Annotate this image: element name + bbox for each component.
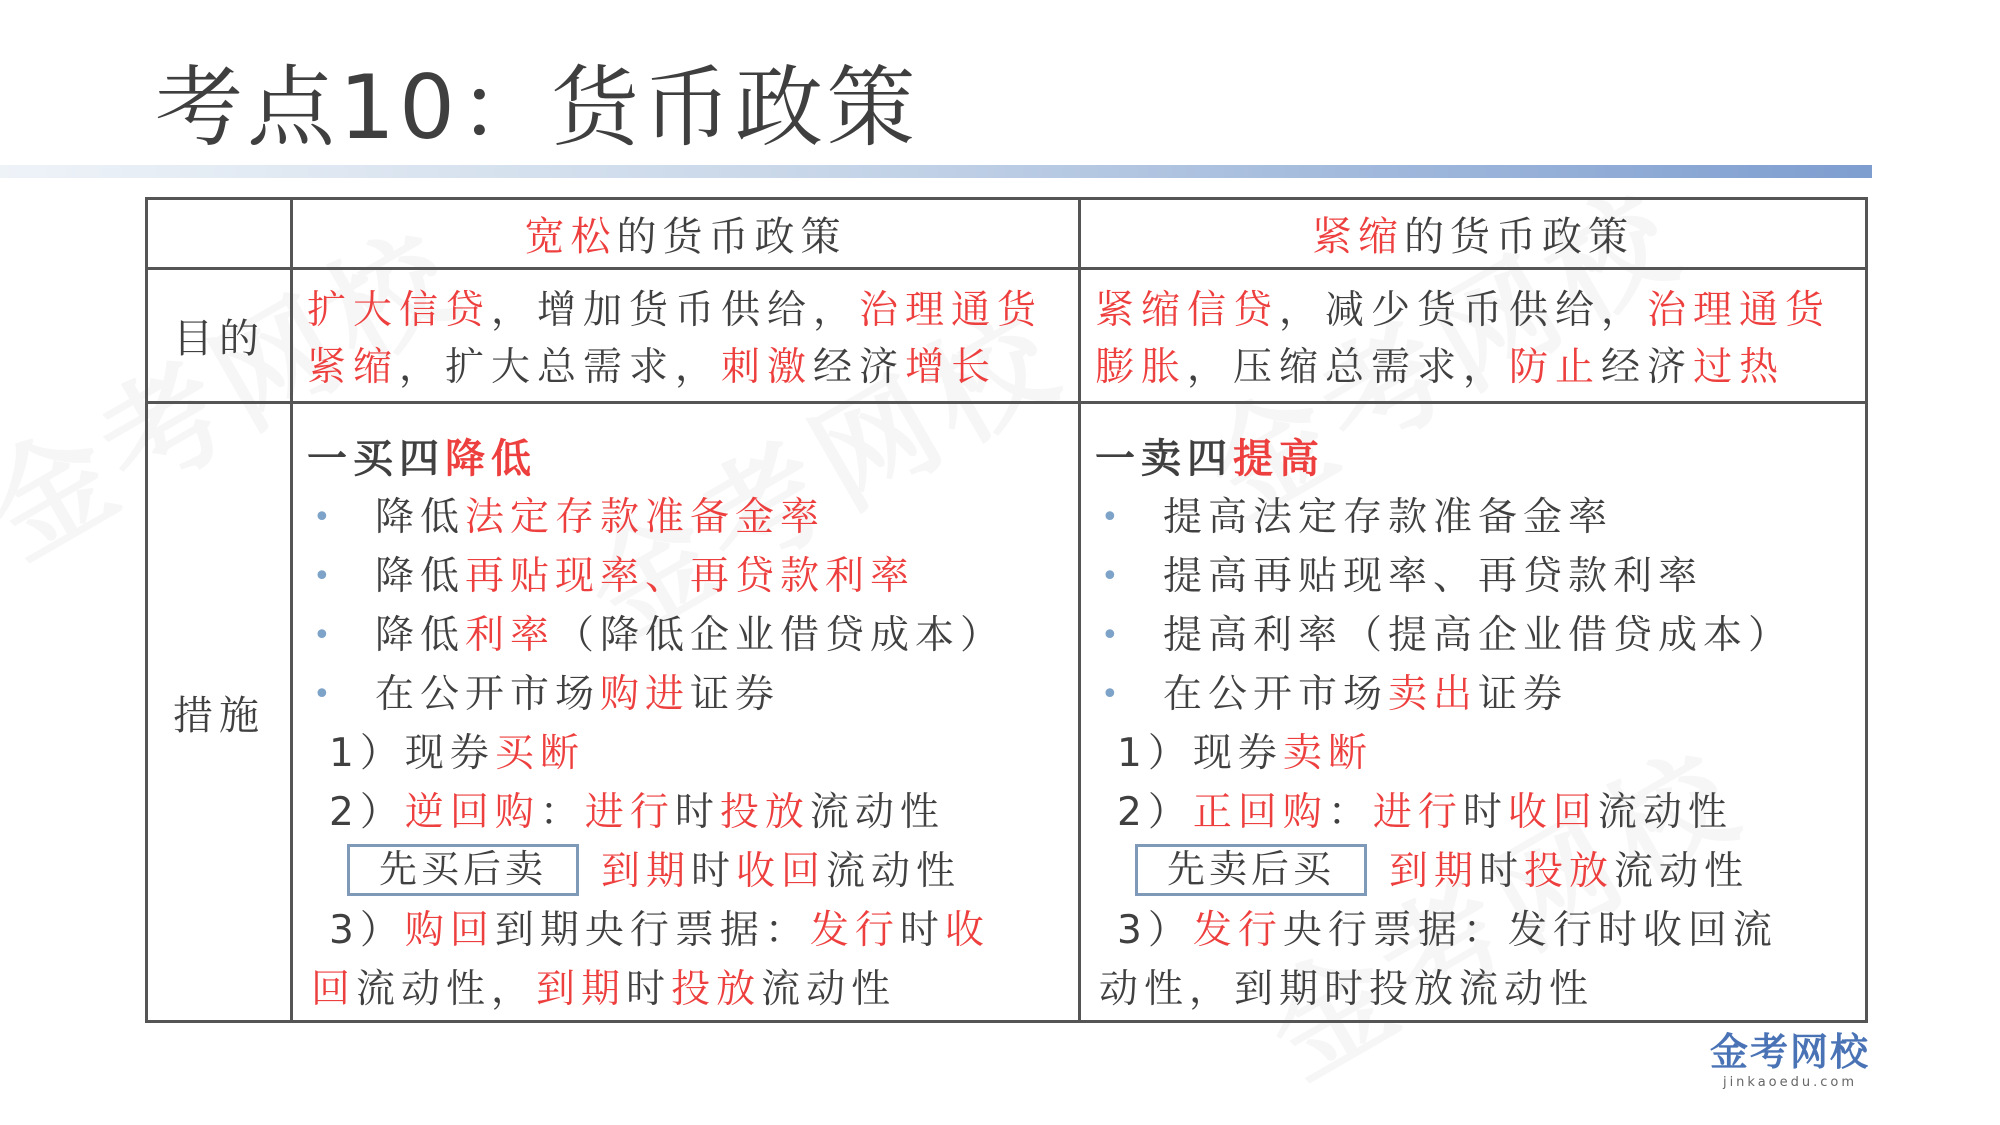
text-segment: 到期央行票据： (494, 908, 810, 953)
text-segment: ，增加货币供给， (491, 288, 860, 333)
list-item (1095, 724, 1857, 783)
text-segment: 进行 (584, 790, 675, 835)
text-segment: 流动性 (1614, 849, 1750, 894)
list-item (307, 547, 1070, 606)
list-item (1095, 665, 1857, 724)
text-segment: 紧缩 (1312, 214, 1404, 260)
text-segment: 卖出 (1388, 672, 1479, 717)
text-segment: 时 (1462, 790, 1508, 835)
logo-url: jinkaoedu.com (1722, 1075, 1858, 1090)
text-segment: 购进 (600, 672, 691, 717)
boxed-note: 先卖后买 (1135, 844, 1367, 896)
bullet-icon: • (1101, 677, 1125, 712)
text-segment: 时 (674, 790, 720, 835)
text-segment: 流动性 (1597, 790, 1733, 835)
policy-table (145, 197, 1868, 1023)
text-segment: 提高法定存款准备金率 (1163, 495, 1614, 540)
text-segment: 收 (944, 908, 990, 953)
text-segment: 流动性 (809, 790, 945, 835)
bullet-icon: • (313, 618, 337, 653)
text-segment: 动性，到期时投放流动性 (1099, 967, 1595, 1012)
text-segment: 时 (1479, 849, 1525, 894)
text-segment: 收回 (1507, 790, 1598, 835)
text-segment: 降低 (375, 554, 466, 599)
measures-heading (1095, 430, 1857, 488)
brand-logo (1710, 1030, 1870, 1092)
text-segment: 2） (1117, 790, 1193, 835)
boxed-note: 先买后卖 (347, 844, 579, 896)
list-item (307, 724, 1070, 783)
text-segment: 收回 (736, 849, 827, 894)
measures-tight-cell (1080, 403, 1867, 1022)
text-segment: 流动性， (356, 967, 537, 1012)
text-segment: 降低 (375, 613, 466, 658)
bullet-icon: • (313, 677, 337, 712)
text-segment: 一买四 (307, 436, 445, 482)
text-segment: 的货币政策 (1404, 214, 1634, 260)
row-label-purpose: 目的 (147, 269, 292, 403)
bullet-icon: • (1101, 559, 1125, 594)
text-segment: 紧缩 (307, 345, 400, 390)
text-segment: ，减少货币供给， (1279, 288, 1648, 333)
text-segment: 提高再贴现率、再贷款利率 (1163, 554, 1704, 599)
text-segment: ： (1327, 790, 1373, 835)
text-segment: 增长 (905, 345, 998, 390)
text-segment: 时 (691, 849, 737, 894)
text-segment: 证券 (690, 672, 781, 717)
text-segment: 一卖四 (1095, 436, 1233, 482)
text-segment: 防止 (1509, 345, 1602, 390)
list-item (307, 488, 1070, 547)
bullet-icon: • (313, 500, 337, 535)
text-segment: 3） (1117, 908, 1193, 953)
header-tight-policy (1080, 199, 1867, 269)
text-segment: 利率 (465, 613, 556, 658)
text-segment: 膨胀 (1095, 345, 1188, 390)
measures-loose-cell (292, 403, 1080, 1022)
text-segment: 发行 (1192, 908, 1283, 953)
list-item (307, 901, 1070, 960)
logo-name: 金考网校 (1709, 1030, 1870, 1074)
corner-cell (147, 199, 292, 269)
text-segment: 时 (899, 908, 945, 953)
text-segment: 投放 (719, 790, 810, 835)
text-segment: ，压缩总需求， (1187, 345, 1510, 390)
measures-heading (307, 430, 1070, 488)
row-label-measures: 措施 (147, 403, 292, 1022)
text-segment: ，扩大总需求， (399, 345, 722, 390)
text-segment: 时 (626, 967, 672, 1012)
list-item (1095, 547, 1857, 606)
text-segment: 的货币政策 (616, 214, 847, 260)
text-segment: 买断 (494, 731, 585, 776)
table-header-row (147, 199, 1867, 269)
text-segment: 宽松 (524, 214, 617, 260)
list-item (307, 665, 1070, 724)
text-segment: 过热 (1693, 345, 1786, 390)
purpose-loose-cell (292, 269, 1080, 403)
text-segment: 治理通货 (1647, 288, 1832, 333)
text-segment: 正回购 (1192, 790, 1328, 835)
text-segment: 到期 (601, 849, 692, 894)
text-segment: 逆回购 (404, 790, 540, 835)
list-item (1095, 901, 1857, 960)
text-segment: 3） (329, 908, 405, 953)
list-item (307, 783, 1070, 842)
text-segment: 1）现券 (329, 731, 495, 776)
text-segment: 流动性 (826, 849, 962, 894)
text-segment: 流动性 (761, 967, 897, 1012)
text-segment: 央行票据：发行时收回流 (1282, 908, 1778, 953)
text-segment: （降低企业借贷成本） (555, 613, 1006, 658)
text-segment: 经济 (1601, 345, 1694, 390)
text-segment: 证券 (1478, 672, 1569, 717)
text-segment: 卖断 (1282, 731, 1373, 776)
text-segment: 扩大信贷 (307, 288, 492, 333)
text-segment: 投放 (671, 967, 762, 1012)
list-item (1095, 960, 1857, 1019)
list-item (1095, 606, 1857, 665)
text-segment: 降低 (445, 436, 537, 482)
header-loose-policy (292, 199, 1080, 269)
list-item (1095, 783, 1857, 842)
text-segment: 到期 (1389, 849, 1480, 894)
list-item (307, 842, 1070, 901)
list-item (1095, 842, 1857, 901)
text-segment: 发行 (809, 908, 900, 953)
text-segment: 1）现券 (1117, 731, 1283, 776)
text-segment: 治理通货 (859, 288, 1044, 333)
text-segment: 刺激 (721, 345, 814, 390)
text-segment: 提高利率（提高企业借贷成本） (1163, 613, 1794, 658)
text-segment: 回 (311, 967, 357, 1012)
text-segment: 在公开市场 (375, 672, 601, 717)
title-underline-bar (0, 165, 1872, 178)
text-segment: 提高 (1233, 436, 1325, 482)
text-segment: 经济 (813, 345, 906, 390)
text-segment: 紧缩信贷 (1095, 288, 1280, 333)
text-segment: 在公开市场 (1163, 672, 1389, 717)
bullet-icon: • (1101, 618, 1125, 653)
page-title: 考点10：货币政策 (155, 56, 919, 159)
list-item (1095, 488, 1857, 547)
text-segment: 降低 (375, 495, 466, 540)
measures-row (147, 403, 1867, 1022)
text-segment: 2） (329, 790, 405, 835)
text-segment: 进行 (1372, 790, 1463, 835)
text-segment: 法定存款准备金率 (465, 495, 826, 540)
text-segment: 投放 (1524, 849, 1615, 894)
purpose-row (147, 269, 1867, 403)
text-segment: 到期 (536, 967, 627, 1012)
list-item (307, 960, 1070, 1019)
bullet-icon: • (1101, 500, 1125, 535)
purpose-tight-cell (1080, 269, 1867, 403)
text-segment: 再贴现率、再贷款利率 (465, 554, 916, 599)
list-item (307, 606, 1070, 665)
text-segment: 购回 (404, 908, 495, 953)
bullet-icon: • (313, 559, 337, 594)
text-segment: ： (539, 790, 585, 835)
